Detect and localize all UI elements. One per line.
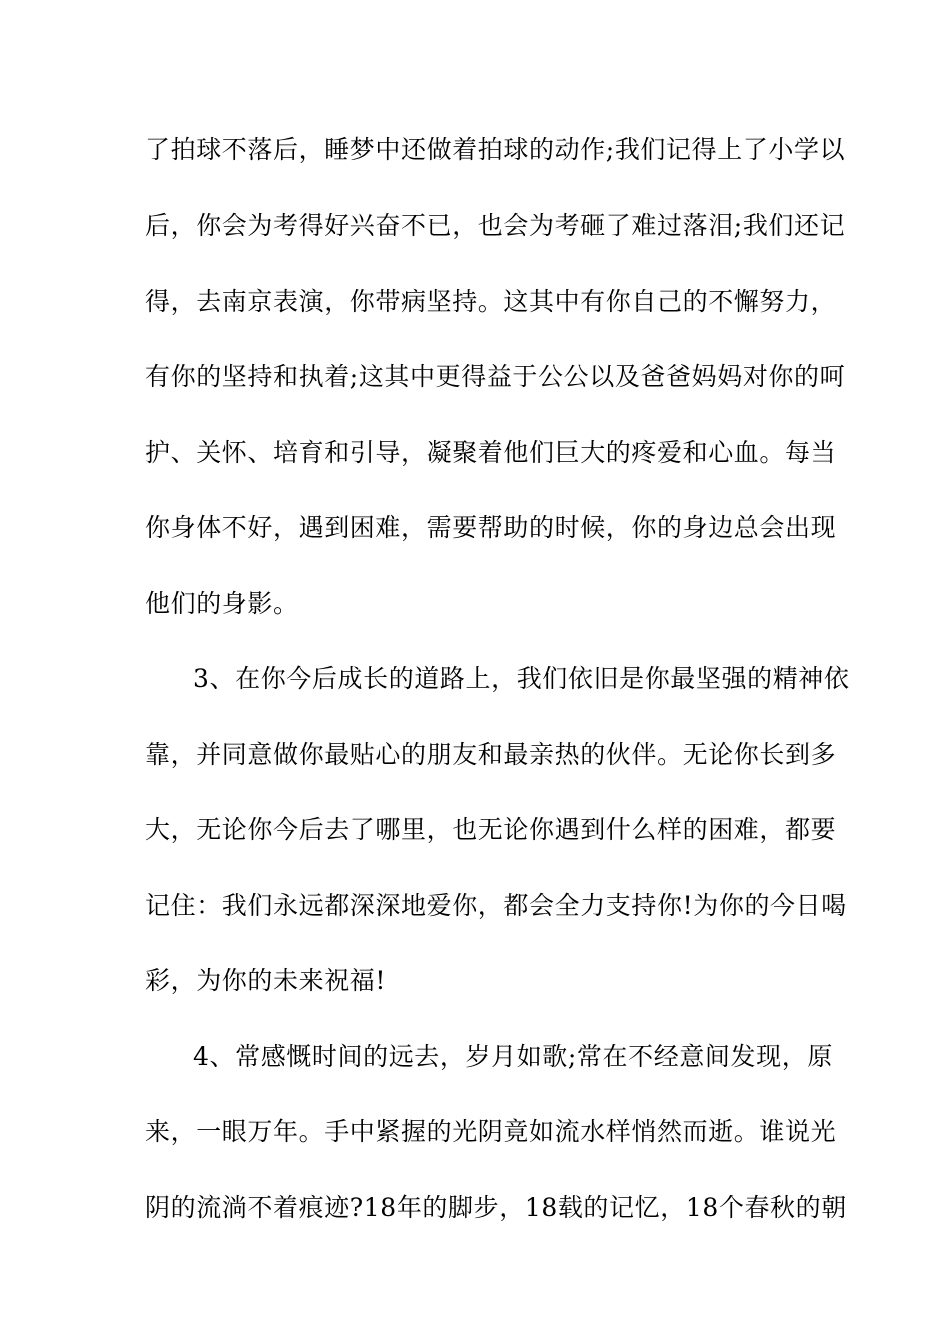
text-line-10: 大，无论你今后去了哪里，也无论你遇到什么样的困难，都要 bbox=[145, 815, 837, 844]
text-line-15: 阴的流淌不着痕迹?18年的脚步，18载的记忆，18个春秋的朝 bbox=[145, 1193, 847, 1222]
text-line-7: 他们的身影。 bbox=[145, 589, 299, 618]
text-line-5: 护、关怀、培育和引导，凝聚着他们巨大的疼爱和心血。每当 bbox=[145, 438, 837, 467]
paragraph-3-first-line: 3、在你今后成长的道路上，我们依旧是你最坚强的精神依 bbox=[193, 664, 850, 693]
text-line-2: 后，你会为考得好兴奋不已，也会为考砸了难过落泪;我们还记 bbox=[145, 211, 846, 240]
text-line-1: 了拍球不落后，睡梦中还做着拍球的动作;我们记得上了小学以 bbox=[145, 135, 846, 164]
text-line-12: 彩，为你的未来祝福! bbox=[145, 966, 387, 995]
text-line-11: 记住：我们永远都深深地爱你，都会全力支持你!为你的今日喝 bbox=[145, 891, 847, 920]
text-line-3: 得，去南京表演，你带病坚持。这其中有你自己的不懈努力， bbox=[145, 287, 837, 316]
text-line-6: 你身体不好，遇到困难，需要帮助的时候，你的身边总会出现 bbox=[145, 513, 837, 542]
paragraph-4-first-line: 4、常感慨时间的远去，岁月如歌;常在不经意间发现，原 bbox=[193, 1042, 833, 1071]
text-line-4: 有你的坚持和执着;这其中更得益于公公以及爸爸妈妈对你的呵 bbox=[145, 362, 846, 391]
text-line-14: 来，一眼万年。手中紧握的光阴竟如流水样悄然而逝。谁说光 bbox=[145, 1117, 837, 1146]
text-line-9: 靠，并同意做你最贴心的朋友和最亲热的伙伴。无论你长到多 bbox=[145, 740, 837, 769]
